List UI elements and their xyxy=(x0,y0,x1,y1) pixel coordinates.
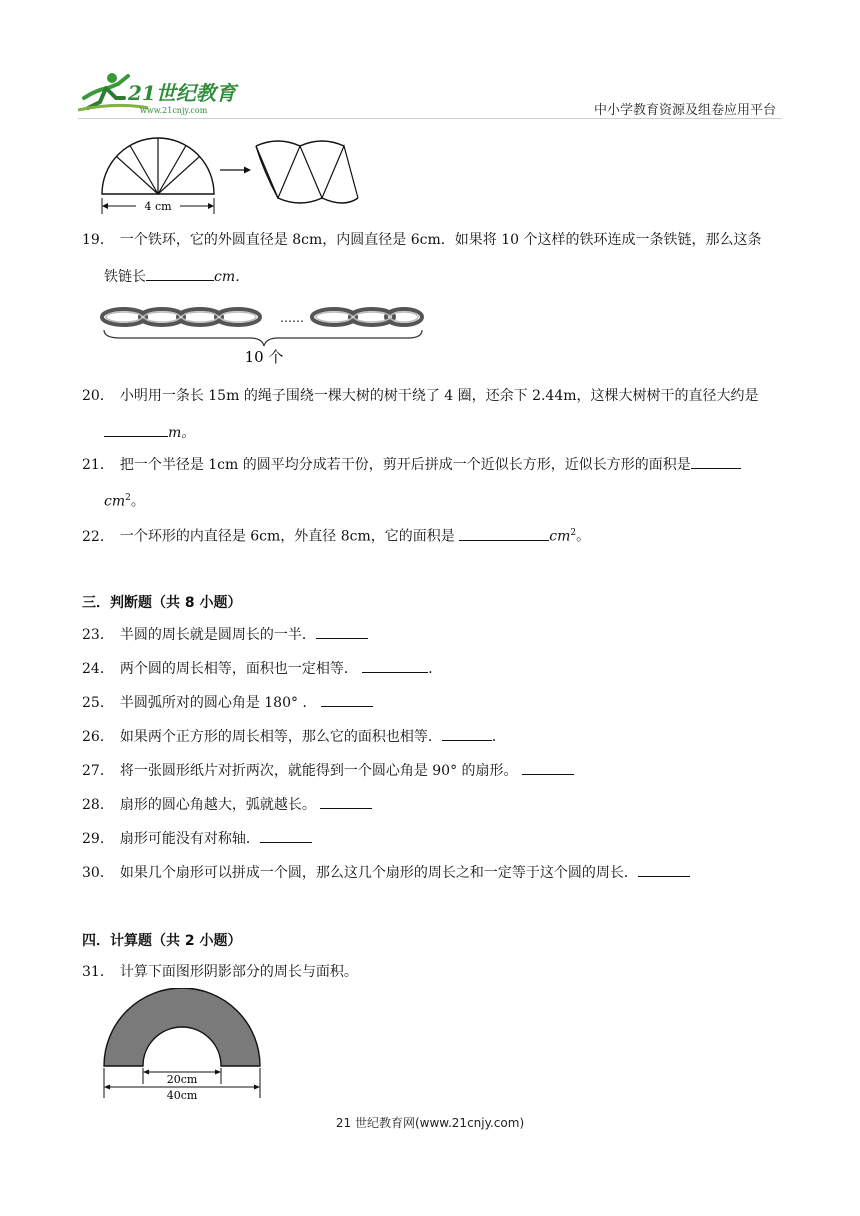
answer-blank-30[interactable] xyxy=(638,862,690,877)
question-19-line2: 铁链长 cm． xyxy=(104,266,249,287)
inner-diameter-label: 20cm xyxy=(166,1073,198,1086)
question-23: 23． 半圆的周长就是圆周长的一半． xyxy=(82,624,368,645)
answer-blank-28[interactable] xyxy=(320,794,372,809)
platform-label: 中小学教育资源及组卷应用平台 xyxy=(593,103,776,118)
iron-ring-chain-figure xyxy=(100,300,430,366)
answer-blank-22[interactable] xyxy=(459,526,549,541)
answer-blank-26[interactable] xyxy=(442,726,492,741)
question-31: 31． 计算下面图形阴影部分的周长与面积。 xyxy=(82,964,358,980)
answer-blank-29[interactable] xyxy=(260,828,312,843)
question-20: 20． 小明用一条长 15m 的绳子围绕一棵大树的树干绕了 4 圈，还余下 2.44m，这棵大树树干的直径大约是 xyxy=(82,388,759,404)
half-ring-figure xyxy=(98,988,266,1100)
answer-blank-25[interactable] xyxy=(321,692,373,707)
brand-logo xyxy=(78,68,248,116)
section-calculation-title: 四．计算题（共 2 小题） xyxy=(82,933,242,949)
question-27: 27． 将一张圆形纸片对折两次，就能得到一个圆心角是 90° 的扇形。 xyxy=(82,760,574,781)
outer-diameter-label: 40cm xyxy=(166,1089,198,1100)
semicircle-rearrange-figure xyxy=(96,132,366,220)
chain-dots: …… xyxy=(280,311,304,325)
question-21: 21． 把一个半径是 1cm 的圆平均分成若干份，剪开后拼成一个近似长方形，近似长方形的面积是 xyxy=(82,454,741,475)
question-25: 25． 半圆弧所对的圆心角是 180° ． xyxy=(82,692,373,713)
answer-blank-27[interactable] xyxy=(522,760,574,775)
answer-blank-24[interactable] xyxy=(362,658,428,673)
question-24: 24． 两个圆的周长相等，面积也一定相等． ． xyxy=(82,658,442,679)
section-judgement-title: 三．判断题（共 8 小题） xyxy=(82,595,242,611)
question-21-line2: $cm^2$。 xyxy=(104,493,145,510)
logo-main-text: 21世纪教育 xyxy=(128,81,236,105)
logo-sub-text: www.21cnjy.com xyxy=(140,106,208,115)
page-footer: 21 世纪教育网(www.21cnjy.com) xyxy=(335,1116,525,1130)
answer-blank-20[interactable] xyxy=(104,422,168,437)
question-30: 30． 如果几个扇形可以拼成一个圆，那么这几个扇形的周长之和一定等于这个圆的周长． xyxy=(82,862,690,883)
question-26: 26． 如果两个正方形的周长相等，那么它的面积也相等． ． xyxy=(82,726,506,747)
question-19: 19． 一个铁环，它的外圆直径是 8cm，内圆直径是 6cm．如果将 10 个这样的铁环连成一条铁链，那么这条 xyxy=(82,232,762,248)
answer-blank-23[interactable] xyxy=(316,624,368,639)
question-20-line2: m。 xyxy=(104,422,195,443)
question-22: 22． 一个环形的内直径是 6cm，外直径 8cm，它的面积是 $cm^2$。 xyxy=(82,523,590,547)
answer-blank-21[interactable] xyxy=(691,454,741,469)
semicircle-width-label: 4 cm xyxy=(144,200,172,213)
chain-count-label: 10 个 xyxy=(244,348,284,366)
question-29: 29． 扇形可能没有对称轴． xyxy=(82,828,312,849)
header-divider xyxy=(78,118,782,119)
question-28: 28． 扇形的圆心角越大，弧就越长。 xyxy=(82,794,372,815)
answer-blank-19[interactable] xyxy=(146,266,214,281)
